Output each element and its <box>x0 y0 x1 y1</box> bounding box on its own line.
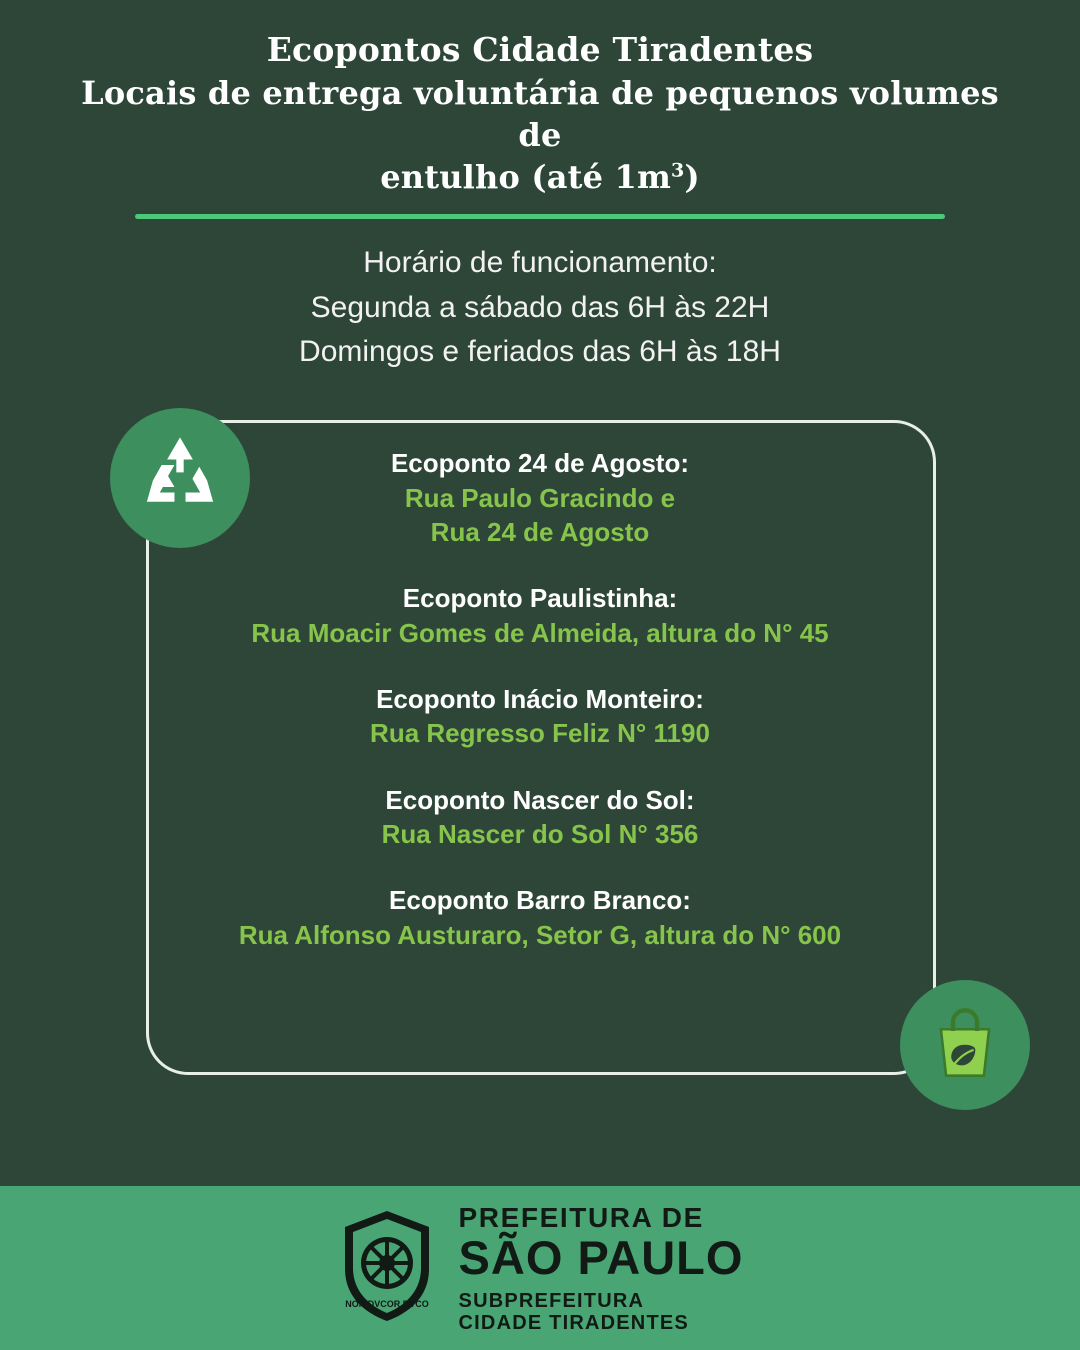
page-title-line-1: Ecopontos Cidade Tiradentes <box>266 30 814 69</box>
list-item <box>160 783 920 852</box>
ecoponto-address-line-1: Rua Regresso Feliz N° 1190 <box>370 718 710 749</box>
operating-hours-label: Horário de funcionamento: <box>363 246 717 280</box>
footer-sao-paulo-label: SÃO PAULO <box>458 1230 744 1284</box>
bag-badge <box>900 980 1030 1110</box>
operating-hours-sundays: Domingos e feriados das 6H às 18H <box>299 335 781 369</box>
page-title-line-3-pre: entulho (até 1m <box>380 158 672 197</box>
footer-text-block <box>458 1201 744 1334</box>
ecoponto-address-line-2: Rua 24 de Agosto <box>430 517 650 548</box>
recycle-badge <box>110 408 250 548</box>
recycle-icon <box>134 430 226 527</box>
ecoponto-name: Ecoponto 24 de Agosto: <box>390 448 690 479</box>
footer-district-label: CIDADE TIRADENTES <box>458 1311 689 1334</box>
locations-card-wrapper <box>0 408 1080 1098</box>
list-item <box>160 446 920 549</box>
list-item <box>160 682 920 751</box>
list-item <box>160 883 920 952</box>
list-item <box>160 581 920 650</box>
page-title-line-3 <box>60 156 1020 198</box>
ecoponto-address-line-1: Rua Alfonso Austuraro, Setor G, altura do N° 600 <box>238 919 842 950</box>
svg-text:NON DVCOR DVCO: NON DVCOR DVCO <box>344 1298 429 1309</box>
page-header <box>0 0 1080 219</box>
ecoponto-name: Ecoponto Inácio Monteiro: <box>376 683 704 714</box>
page-title-line-3-post: ) <box>684 158 700 197</box>
footer-bar <box>0 1186 1080 1350</box>
locations-list <box>160 446 920 951</box>
ecoponto-address-line-1: Rua Paulo Gracindo e <box>404 482 676 513</box>
ecoponto-address-line-1: Rua Moacir Gomes de Almeida, altura do N° 45 <box>251 617 829 648</box>
page-title-line-2: Locais de entrega voluntária de pequenos volumes de <box>81 73 999 154</box>
operating-hours-block <box>0 241 1080 374</box>
sao-paulo-crest-icon <box>337 1207 437 1330</box>
operating-hours-weekdays: Segunda a sábado das 6H às 22H <box>310 290 770 324</box>
title-divider <box>135 214 945 219</box>
ecoponto-address-line-1: Rua Nascer do Sol N° 356 <box>381 818 699 849</box>
footer-prefeitura-label: PREFEITURA DE <box>458 1201 704 1233</box>
shopping-bag-leaf-icon <box>922 1000 1008 1091</box>
ecoponto-name: Ecoponto Paulistinha: <box>402 583 678 614</box>
footer-subprefeitura-label: SUBPREFEITURA <box>458 1289 645 1312</box>
ecoponto-name: Ecoponto Barro Branco: <box>389 885 691 916</box>
ecoponto-name: Ecoponto Nascer do Sol: <box>385 784 695 815</box>
page-title-superscript: 3 <box>671 159 685 182</box>
